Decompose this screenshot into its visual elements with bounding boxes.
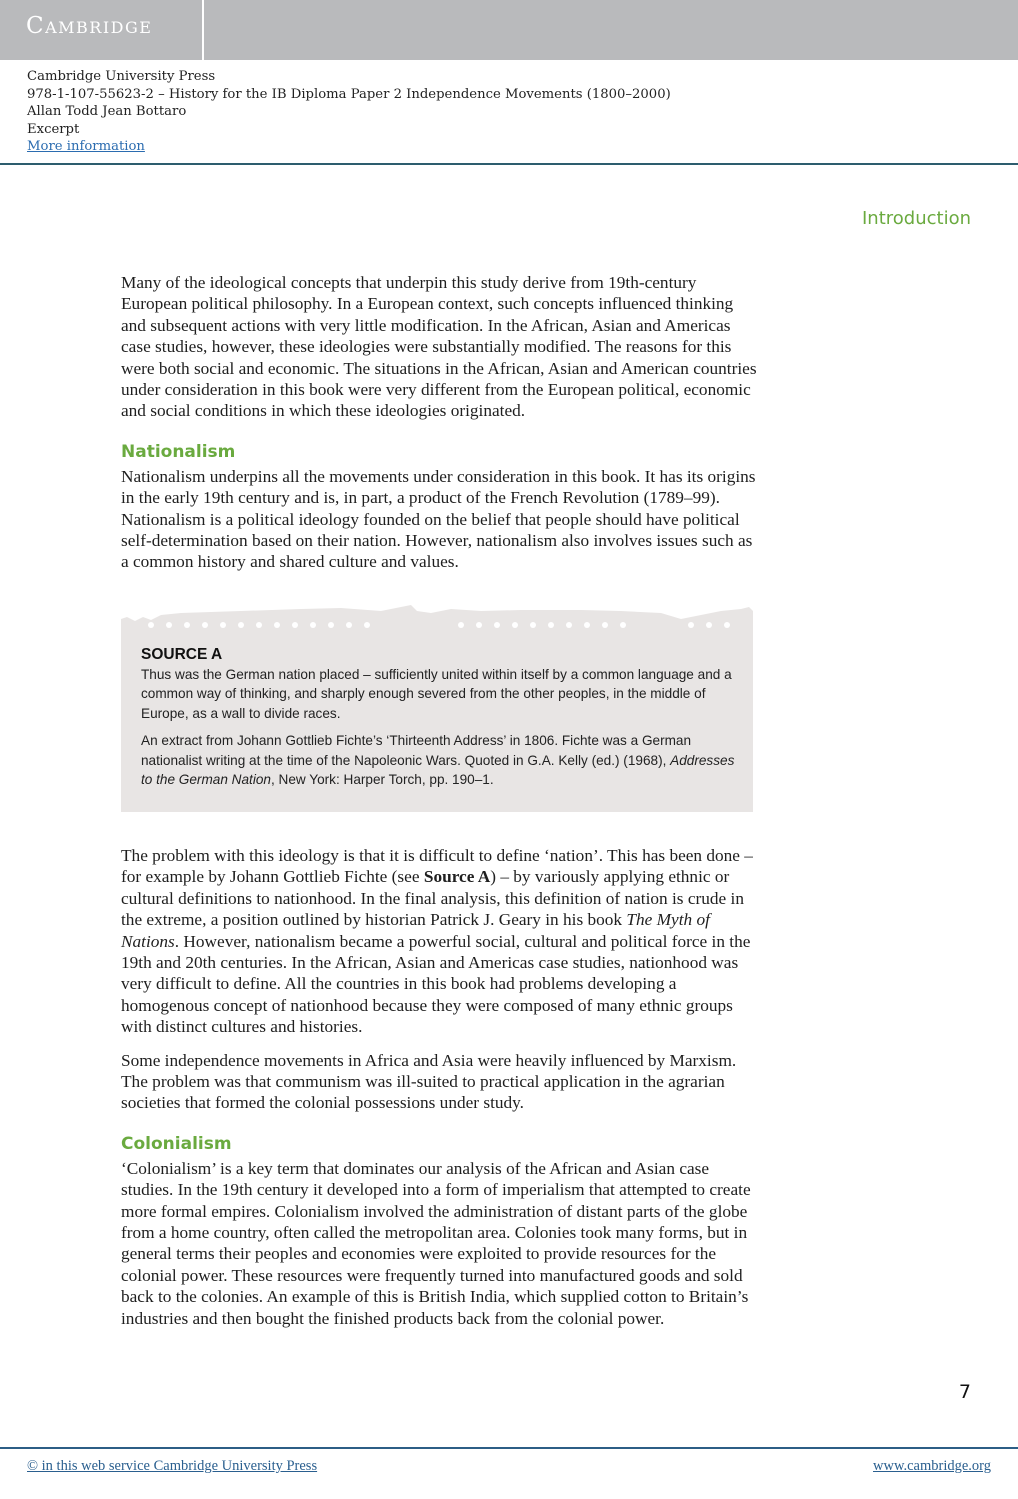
heading-colonialism: Colonialism xyxy=(121,1133,232,1154)
page-number: 7 xyxy=(958,1381,971,1403)
authors: Allan Todd Jean Bottaro xyxy=(27,104,187,119)
source-a-box xyxy=(121,605,753,812)
publisher: Cambridge University Press xyxy=(27,69,216,84)
running-head: Introduction xyxy=(861,208,971,229)
colonialism-paragraph-1: ‘Colonialism’ is a key term that dominates our analysis of the African and Asian case studies. In the 19th century it developed into a form of imperialism that attempted to create more formal empires. Colonialism involved the administration of distant parts of the globe from a home country, often called the metropolitan area. Colonies took many forms, but in general terms their peoples and economies were exploited to provide resources for the colonial power. These resources were frequently turned into manufactured goods and sold back to the colonies. An example of this is British India, which supplied cotton to Britain’s industries and then bought the finished products back from the colonial power. xyxy=(121,1158,751,1328)
source-a-title: SOURCE A xyxy=(141,646,223,663)
source-a-reference: Source A xyxy=(423,867,491,887)
isbn-title: 978-1-107-55623-2 – History for the IB Diploma Paper 2 Independence Movements (1800–2000) xyxy=(27,86,671,102)
cambridge-website-link[interactable]: www.cambridge.org xyxy=(873,1458,991,1474)
brand-divider xyxy=(202,0,204,60)
heading-nationalism: Nationalism xyxy=(121,441,236,462)
nationalism-paragraph-2: The problem with this ideology is that it is difficult to define ‘nation’. This has been done – for example by Johann Gottlieb Fichte (see Source A) – by variously applying ethnic or cultural definitions to nationhood. In the final analysis, this definition of nation is crude in the extreme, a position outlined by historian Patrick J. Geary in his book The Myth of Nations. However, nationalism became a powerful social, cultural and political force in the 19th and 20th centuries. In the African, Asian and Americas case studies, nationhood was very difficult to define. All the countries in this book had problems developing a homogenous concept of nationhood because they were composed of many ethnic groups with distinct cultures and histories. xyxy=(121,845,753,1037)
nationalism-paragraph-1: Nationalism underpins all the movements under consideration in this book. It has its origins in the early 19th century and is, in part, a product of the French Revolution (1789–99). Nationalism is a political ideology founded on the belief that people should have political self-determination based on their nation. However, nationalism also involves issues such as a common history and shared culture and values. xyxy=(121,466,756,572)
source-a-book-title: Addresses to the German Nation xyxy=(141,752,735,787)
header-divider xyxy=(0,163,1018,165)
excerpt-label: Excerpt xyxy=(27,121,80,137)
intro-paragraph: Many of the ideological concepts that underpin this study derive from 19th-century European political philosophy. In a European context, such concepts influenced thinking and subsequent actions with very little modification. In the African, Asian and Americas case studies, however, these ideologies were substantially modified. The reasons for this were both social and economic. The situations in the African, Asian and American countries under consideration in this book were very different from the European political, economic and social conditions in which these ideologies originated. xyxy=(121,273,757,421)
source-a-content xyxy=(141,645,741,790)
footer-divider xyxy=(0,1447,1018,1449)
cambridge-logo: Cambridge xyxy=(26,13,153,39)
brand-bar xyxy=(0,0,1018,60)
source-a-quote: Thus was the German nation placed – sufficiently united within itself by a common language and a common way of thinking, and sharply enough severed from the other peoples, in the middle of Europe, as a wall to divide races. xyxy=(141,666,732,721)
nationalism-paragraph-3: Some independence movements in Africa and Asia were heavily influenced by Marxism. The problem was that communism was ill-suited to practical application in the agrarian societies that formed the colonial possessions under study. xyxy=(121,1050,737,1113)
more-information-link[interactable]: More information xyxy=(27,139,145,154)
book-metadata xyxy=(27,68,671,156)
skyline-decoration-icon xyxy=(121,605,753,635)
book-title-myth-of-nations: The Myth of Nations xyxy=(121,910,710,951)
copyright-link[interactable]: © in this web service Cambridge University Press xyxy=(27,1458,318,1474)
source-a-caption: An extract from Johann Gottlieb Fichte’s ‘Thirteenth Address’ in 1806. Fichte was a German nationalist writing at the time of the Napoleonic Wars. Quoted in G.A. Kelly (ed.) (1968), Addresses to the German Nation, New York: Harper Torch, pp. 190–1. xyxy=(141,733,735,787)
